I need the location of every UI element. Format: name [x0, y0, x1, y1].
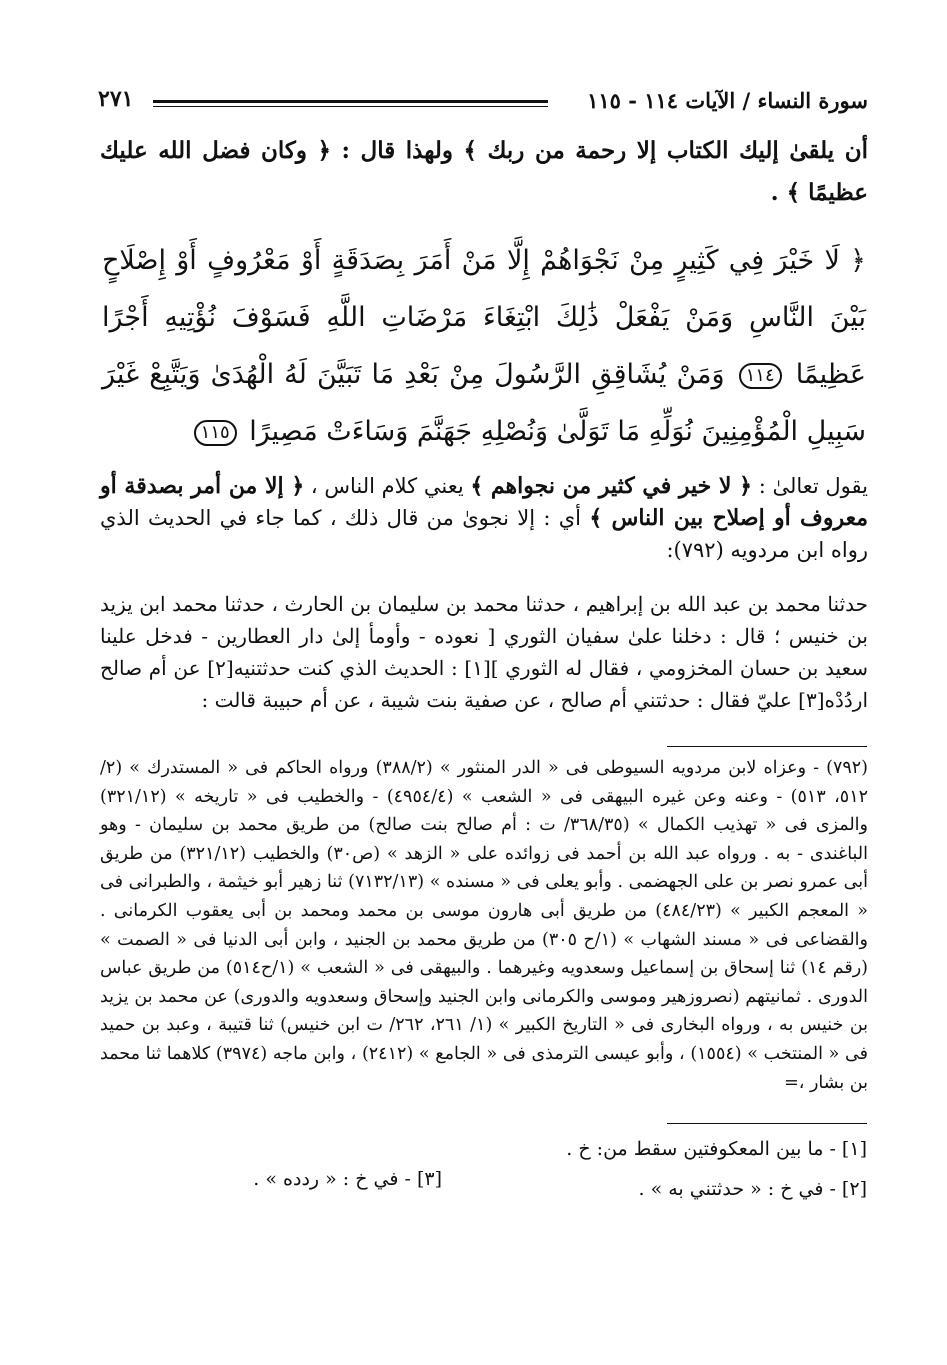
ayah-number-marker: ١١٤ — [739, 363, 782, 389]
verse-text-115: وَمَنْ يُشَاقِقِ الرَّسُولَ مِنْ بَعْدِ مَا تَبَيَّنَ لَهُ الْهُدَىٰ وَيَتَّبِعْ غَيْرَ سَبِيلِ الْمُؤْمِنِينَ نُوَلِّهِ مَا تَوَلَّىٰ وَنُصْلِهِ جَهَنَّمَ وَسَاءَتْ مَصِيرًا — [102, 359, 866, 447]
variant-note: [١] - ما بين المعكوفتين سقط من: خ . — [566, 1138, 867, 1160]
header-rule-thin — [153, 106, 548, 107]
commentary-prefix: يقول تعالىٰ : — [758, 474, 868, 498]
variant-note: [٣] - في خ : « ردده » . — [253, 1168, 442, 1190]
quoted-verse-fragment: ﴿ لا خير في كثير من نجواهم ﴾ — [470, 473, 753, 499]
ayah-number-marker: ١١٥ — [194, 420, 237, 446]
page-number: ٢٧١ — [98, 86, 134, 112]
running-title: سورة النساء / الآيات ١١٤ - ١١٥ — [587, 88, 868, 113]
header-rule — [153, 100, 548, 103]
quoted-verse-fragment: ﴿ إلا من أمر بصدقة أو معروف أو إصلاح بين الناس ﴾ — [100, 473, 869, 531]
quran-verse — [102, 232, 866, 460]
commentary-text: يعني كلام الناس ، — [310, 474, 464, 498]
footnote-divider — [667, 746, 867, 747]
page-header — [98, 86, 868, 122]
verse-text-114: ﴿ لَا خَيْرَ فِي كَثِيرٍ مِنْ نَجْوَاهُمْ إِلَّا مَنْ أَمَرَ بِصَدَقَةٍ أَوْ مَعْرُوفٍ أَوْ إِصْلَاحٍ بَيْنَ النَّاسِ وَمَنْ يَفْعَلْ ذَٰلِكَ ابْتِغَاءَ مَرْضَاتِ اللَّهِ فَسَوْفَ نُؤْتِيهِ أَجْرًا عَظِيمًا — [102, 245, 866, 390]
tafsir-commentary — [100, 470, 868, 566]
takhrij-footnote: (٧٩٢) - وعزاه لابن مردويه السيوطى فى « الدر المنثور » (٣٨٨/٢) ورواه الحاكم فى « المستدرك » (٢/ ٥١٢، ٥١٣) - وعنه وعن غيره البيهقى فى « الشعب » (٤٩٥٤/٤) - والخطيب فى « تاريخه » (٣٢١/١٢) والمزى فى « تهذيب الكمال » (٣٦٨/٣٥/ ت : أم صالح بنت صالح) من طريق محمد بن سليمان - وهو الباغندى - به . ورواه عبد الله بن أحمد فى زوائده على « الزهد » (ص٣٠) والخطيب (٣٢١/١٢) من طريق أبى عمرو نصر بن على الجهضمى . وأبو يعلى فى « مسنده » (٧١٣٢/١٣) ثنا زهير أبو خيثمة ، والطبرانى فى « المعجم الكبير » (٤٨٤/٢٣) من طريق أبى هارون موسى بن محمد ومحمد بن أبى يعقوب الكرمانى . والقضاعى فى « مسند الشهاب » (١/ح ٣٠٥) من طريق محمد بن الجنيد ، وابن أبى الدنيا فى « الصمت » (رقم ١٤) ثنا إسحاق بن إسماعيل وسعدويه وغيرهما . والبيهقى فى « الشعب » (١/ح٥١٤) من طريق عباس الدورى . ثمانيتهم (نصروزهير وموسى والكرمانى وابن الجنيد وإسحاق وسعدويه والدورى) عن محمد بن يزيد بن خنيس به ، ورواه البخارى فى « التاريخ الكبير » (١/ ٢٦١، ٢٦٢/ ت ابن خنيس) ثنا قتيبة ، وعبد بن حميد فى « المنتخب » (١٥٥٤) ، وأبو عيسى الترمذى فى « الجامع » (٢٤١٢) ، وابن ماجه (٣٩٧٤) كلاهما ثنا محمد بن بشار ،= — [100, 758, 869, 1093]
intro-paragraph: أن يلقىٰ إليك الكتاب إلا رحمة من ربك ﴾ ولهذا قال : ﴿ وكان فضل الله عليك عظيمًا ﴾ . — [100, 137, 868, 206]
variant-note: [٢] - في خ : « حدثتني به » . — [638, 1178, 867, 1200]
variant-notes-divider — [667, 1123, 867, 1124]
hadith-narration: حدثنا محمد بن عبد الله بن إبراهيم ، حدثنا محمد بن سليمان بن الحارث ، حدثنا محمد ابن يزيد بن خنيس ؛ قال : دخلنا علىٰ سفيان الثوري [ نعوده - وأومأ إلىٰ دار العطارين - فدخل علينا سعيد بن حسان المخزومي ، فقال له الثوري ][١] : الحديث الذي كنت حدثتنيه[٢] عن أم صالح اردُدْه[٣] عليّ فقال : حدثتني أم صالح ، عن صفية بنت شيبة ، عن أم حبيبة قالت : — [100, 592, 868, 712]
commentary-text: أي : إلا نجوىٰ من قال ذلك ، كما جاء في الحديث الذي رواه ابن مردويه (٧٩٢): — [100, 506, 868, 562]
